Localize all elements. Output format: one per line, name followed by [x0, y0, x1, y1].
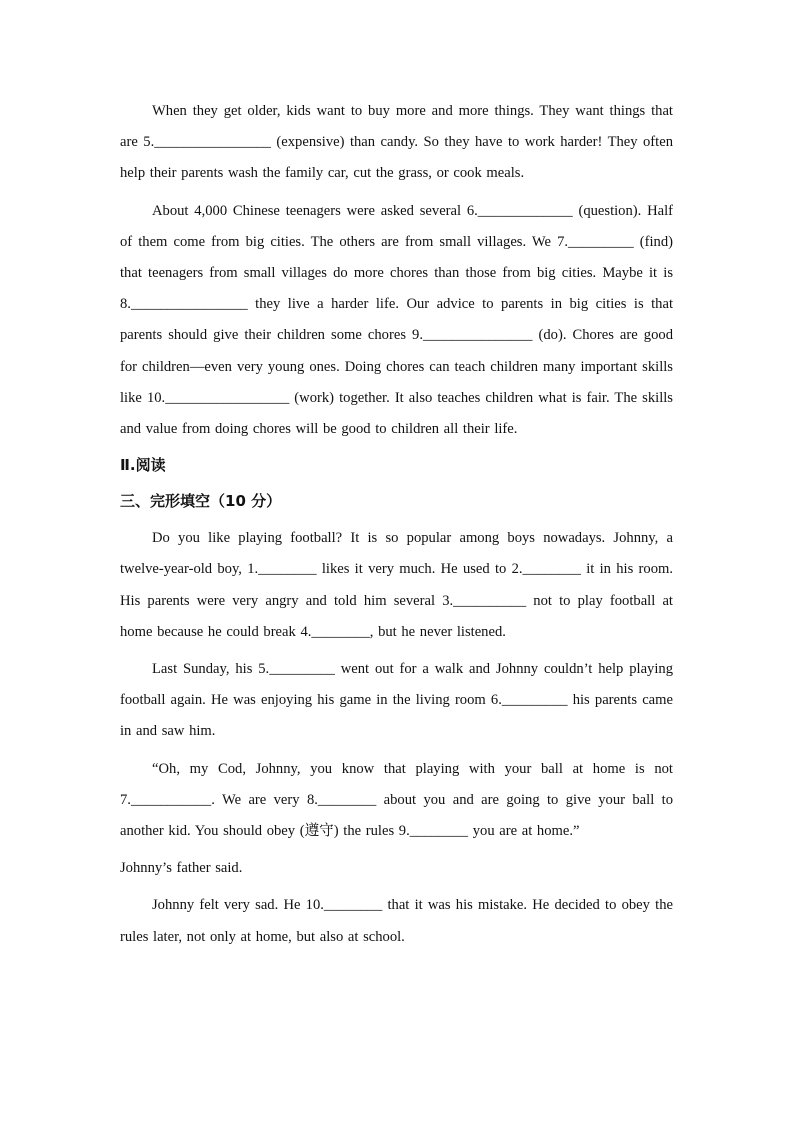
passage2-paragraph5: Johnny felt very sad. He 10.________ that it was his mistake. He decided to obey the rules later, not only at home, but also at school. [120, 897, 673, 945]
passage1-paragraph2: About 4,000 Chinese teenagers were asked several 6._____________ (question). Half of them come from big cities. The others are from small villages. We 7._________ (find) that teenagers from small villages do more chores than those from big cities. Maybe it is 8.________________ they live a harder life. Our advice to parents in big cities is that parents should give their children some chores 9._______________ (do). Chores are good for children—even very young ones. Doing chores can teach children many important skills like 10._________________ (work) together. It also teaches children what is fair. The skills and value from doing chores will be good to children all their life. [120, 202, 673, 438]
passage2-paragraph4: Johnny’s father said. [120, 860, 243, 877]
section-reading-heading: Ⅱ.阅读 [120, 456, 166, 475]
passage2-paragraph3: “Oh, my Cod, Johnny, you know that playing with your ball at home is not 7.___________. We are very 8.________ about you and are going to give your ball to another kid. You should obey (遵守) the rules 9.________ you are at home.” [120, 760, 673, 840]
section-cloze-heading: 三、完形填空（10 分） [120, 492, 282, 511]
passage2-paragraph1: Do you like playing football? It is so popular among boys nowadays. Johnny, a twelve-year-old boy, 1.________ likes it very much. He used to 2.________ it in his room. His parents were very angry and told him several 3.__________ not to play football at home because he could break 4.________, but he never listened. [120, 530, 673, 640]
passage2-paragraph2: Last Sunday, his 5._________ went out for a walk and Johnny couldn’t help playing football again. He was enjoying his game in the living room 6._________ his parents came in and saw him. [120, 661, 673, 740]
passage1-paragraph1: When they get older, kids want to buy more and more things. They want things that are 5.________________ (expensive) than candy. So they have to work harder! They often help their parents wash the family car, cut the grass, or cook meals. [120, 103, 673, 182]
document-page [120, 96, 673, 959]
